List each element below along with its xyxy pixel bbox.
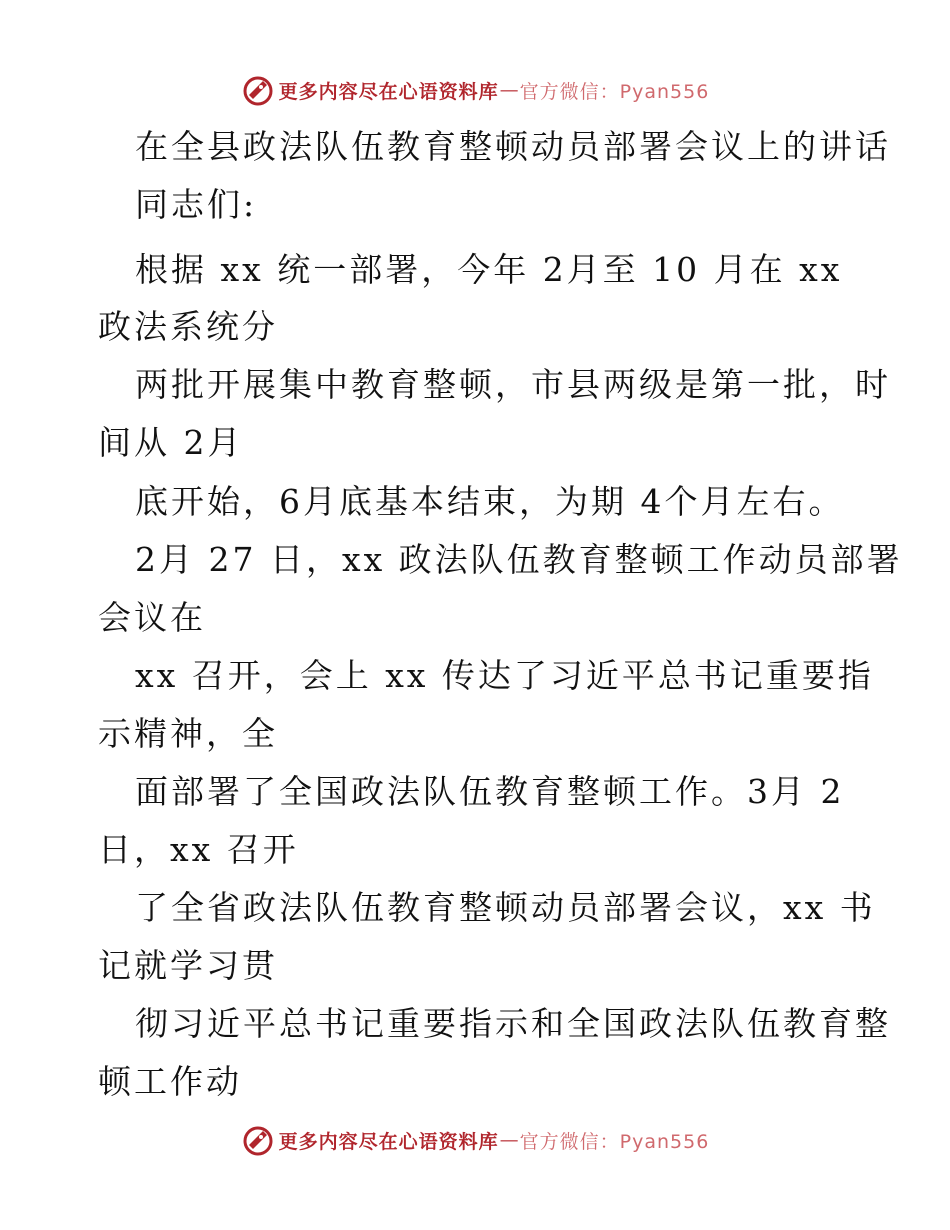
- pen-nib-circle-icon: [241, 73, 275, 107]
- text-line: 两批开展集中教育整顿，市县两级是第一批，时: [135, 365, 891, 404]
- text-line: xx 召开，会上 xx 传达了习近平总书记重要指: [135, 656, 874, 695]
- text-line: 会议在: [98, 598, 206, 637]
- text-line: 示精神，全: [98, 714, 278, 753]
- text-line: 2月 27 日，xx 政法队伍教育整顿工作动员部署: [135, 540, 903, 579]
- text-line: 间从 2月: [98, 423, 244, 462]
- banner-wechat-text: 官方微信：Pyan556: [519, 1130, 710, 1153]
- header-banner: [0, 70, 950, 110]
- footer-banner: [0, 1120, 950, 1160]
- banner-dash: —: [499, 1129, 519, 1151]
- pen-nib-circle-icon: [241, 1123, 275, 1157]
- banner-wechat-text: 官方微信：Pyan556: [519, 80, 710, 103]
- text-line: 底开始，6月底基本结束，为期 4个月左右。: [135, 482, 845, 521]
- text-line: 记就学习贯: [98, 946, 278, 985]
- banner-main-text: 更多内容尽在心语资料库: [278, 1130, 499, 1153]
- banner-main-text: 更多内容尽在心语资料库: [278, 80, 499, 103]
- text-line: 彻习近平总书记重要指示和全国政法队伍教育整: [135, 1004, 891, 1043]
- banner-dash: —: [499, 79, 519, 101]
- document-title: 在全县政法队伍教育整顿动员部署会议上的讲话: [135, 127, 891, 166]
- text-line: 政法系统分: [98, 307, 278, 346]
- text-line: 根据 xx 统一部署，今年 2月至 10 月在 xx: [135, 250, 843, 289]
- text-line: 日，xx 召开: [98, 830, 299, 869]
- text-line: 顿工作动: [98, 1062, 242, 1101]
- text-line: 同志们:: [135, 185, 258, 224]
- text-line: 面部署了全国政法队伍教育整顿工作。3月 2: [135, 772, 845, 811]
- text-line: 了全省政法队伍教育整顿动员部署会议，xx 书: [135, 888, 876, 927]
